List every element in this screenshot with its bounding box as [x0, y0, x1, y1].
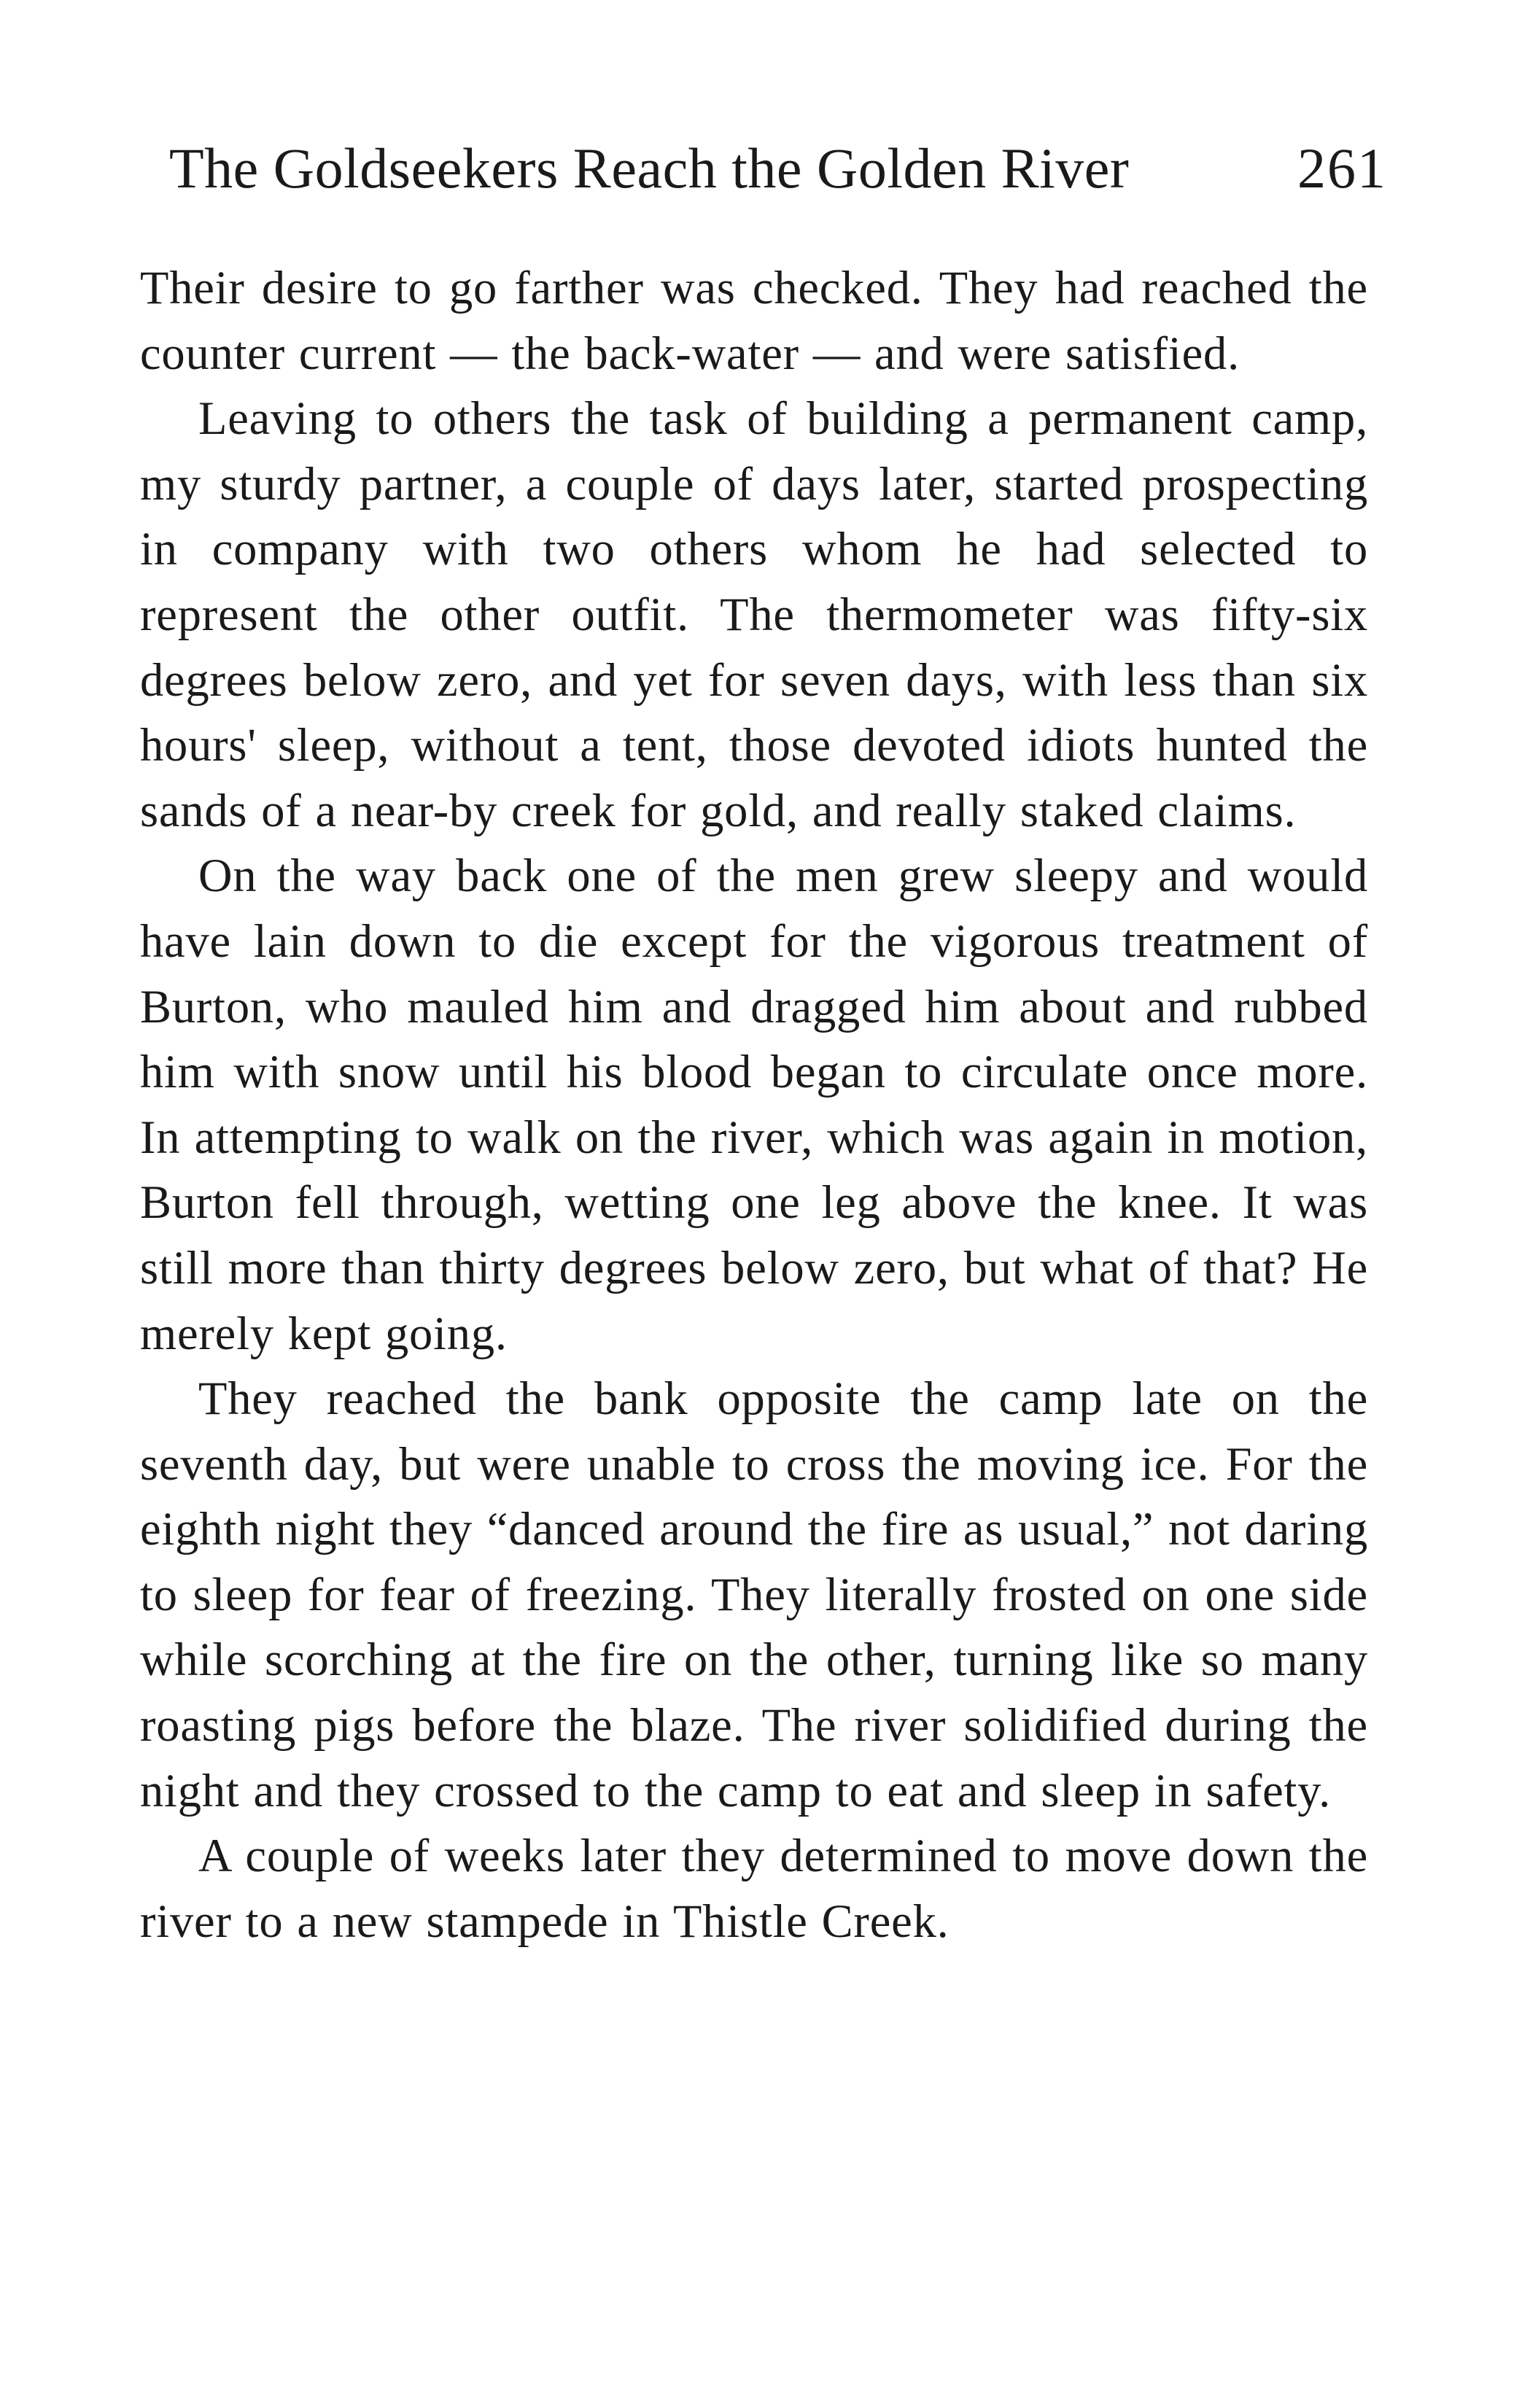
paragraph: Leaving to others the task of building a permanent camp, my sturdy partner, a couple of days later, started prospecting in company with two others whom he had selected to represent the other outfit. The thermometer was fifty-six degrees below zero, and yet for seven days, with less than six hours' sleep, without a tent, those devoted idiots hunted the sands of a near-by creek for gold, and really staked claims.: [140, 392, 1368, 836]
paragraph: They reached the bank opposite the camp late on the seventh day, but were unable to cross the moving ice. For the eighth night they “danced around the fire as usual,” not daring to sleep for fear of freezing. They literally frosted on one side while scorching at the fire on the other, turning like so many roasting pigs before the blaze. The river solidified during the night and they crossed to the camp to eat and sleep in safety.: [140, 1372, 1368, 1817]
running-title: The Goldseekers Reach the Golden River: [169, 136, 1130, 200]
page-number: 261: [1297, 136, 1387, 200]
paragraph: On the way back one of the men grew sleepy and would have lain down to die except for the vigorous treatment of Burton, who mauled him and dragged him about and rubbed him with snow until his blood began to circulate once more. In attempting to walk on the river, which was again in motion, Burton fell through, wetting one leg above the knee. It was still more than thirty degrees below zero, but what of that? He merely kept going.: [140, 850, 1368, 1359]
paragraph-continued: Their desire to go farther was checked. They had reached the counter current — the back-water — and were satisfied.: [140, 262, 1368, 379]
body-text: [140, 255, 1368, 1954]
paragraph: A couple of weeks later they determined to move down the river to a new stampede in Thistle Creek.: [140, 1830, 1368, 1947]
running-head: [169, 136, 1387, 201]
